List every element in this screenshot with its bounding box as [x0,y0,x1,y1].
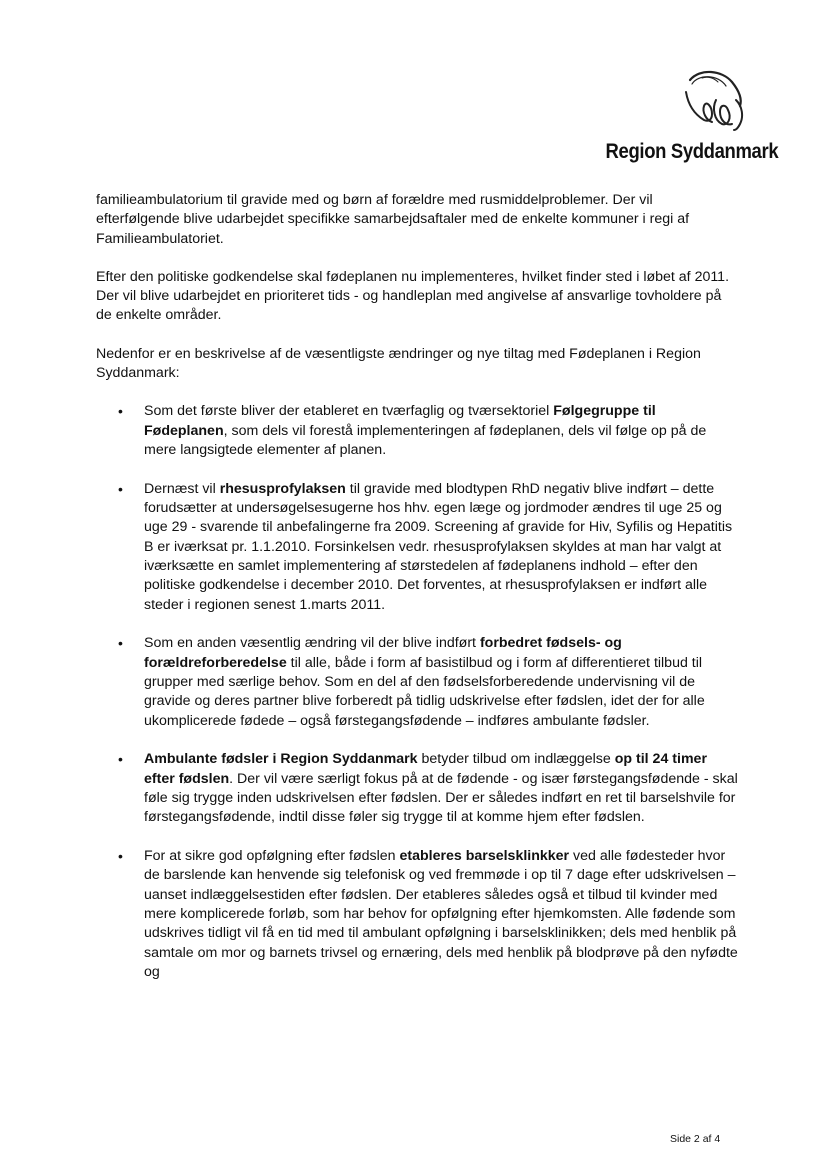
text-segment: , som dels vil forestå implementeringen af fødeplanen, dels vil følge op på de mere langsigtede elementer af planen. [144,422,707,458]
bullet-item [96,847,739,982]
bold-text: rhesusprofylaksen [219,480,346,497]
text-segment: Som en anden væsentlig ændring vil der blive indført [144,635,480,652]
text-segment: For at sikre god opfølgning efter fødslen [144,848,400,865]
bullet-text [144,403,706,458]
text-segment: betyder tilbud om indlæggelse [417,751,615,768]
bold-text: etableres barselsklinkker [399,848,570,865]
bullet-list [96,402,736,982]
bold-text: forbedret fødsels- og forældreforberedelse [144,635,622,671]
bullet-item [96,480,739,615]
bold-text: Ambulante fødsler i Region Syddanmark [144,751,418,768]
paragraph: familieambulatorium til gravide med og børn af forældre med rusmiddelproblemer. Der vil efterfølgende blive udarbejdet specifikke samarbejdsaftaler med de enkelte kommuner i regi af Familieambulatoriet. [96,192,690,247]
text-segment: til alle, både i form af basistilbud og i form af differentieret tilbud til grupper med særlige behov. Som en del af den fødselsforberedende undervisning vil de gravide og deres partner blive forberedt på tidlig udskrivelse efter fødslen, idet der for alle ukomplicerede fødede – også førstegangsfødende – indføres ambulante fødsler. [144,654,705,729]
text-segment: Som det første bliver der etableret en tværfaglig og tværsektoriel [144,403,554,420]
bullet-icon: • [118,635,123,652]
text-segment: til gravide med blodtypen RhD negativ blive indført – dette forudsætter at undersøgelsesugerne hos hhv. egen læge og jordmoder ændres til uge 25 og uge 29 - svarende til anbefalingerne fra 2009. Screening af gravide for Hiv, Syfilis og Hepatitis B er iværksat pr. 1.1.2010. Forsinkelsen vedr. rhesusprofylaksen skyldes at man har valgt at iværksætte en samlet implementering af størstedelen af fødeplanens indhold – efter den politiske godkendelse i december 2010. Det forventes, at rhesusprofylaksen er indført alle steder i regionen senest 1.marts 2011. [144,480,733,613]
bullet-text [144,635,705,728]
paragraph: Nedenfor er en beskrivelse af de væsentligste ændringer og nye tiltag med Fødeplanen i Region Syddanmark: [96,345,701,382]
region-syddanmark-logo [580,70,780,170]
bullet-item [96,750,739,827]
bullet-icon: • [118,480,123,497]
text-segment: Dernæst vil [144,480,220,497]
bullet-text [144,848,738,980]
logo-text: Region Syddanmark [605,140,778,163]
bullet-icon: • [118,848,123,865]
paragraph: Efter den politiske godkendelse skal fødeplanen nu implementeres, hvilket finder sted i løbet af 2011. Der vil blive udarbejdet en prioriteret tids - og handleplan med angivelse af ansvarlige tovholdere på de enkelte områder. [96,268,730,324]
bullet-icon: • [118,751,123,768]
bullet-item [96,402,739,460]
bullet-icon: • [118,403,123,420]
text-segment: ved alle fødesteder hvor de barslende kan henvende sig telefonisk og ved fremmøde i op til 7 dage efter udskrivelsen – uanset indlæggelsestiden efter fødslen. Der etableres således også et tilbud til kvinder med mere komplicerede forløb, som har behov for opfølgning efter hjemkomsten. Alle fødende som udskrives tidligt vil få en tid med til ambulant opfølgning i barselsklinikken; dels med henblik på samtale om mor og barnets trivsel og ernæring, dels med henblik på blodprøve på den nyfødte og [144,848,738,980]
bullet-item [96,634,739,730]
region-syddanmark-logo-icon [682,70,752,132]
page-number: Side 2 af 4 [670,1133,721,1145]
bullet-text [144,751,738,825]
document-body [96,191,736,1002]
bold-text: op til 24 timer efter fødslen [144,751,707,787]
bold-text: Følgegruppe til Fødeplanen [144,403,656,439]
bullet-text [144,481,732,613]
text-segment: . Der vil være særligt fokus på at de fødende - og især førstegangsfødende - skal føle sig trygge inden udskrivelsen efter fødslen. Der er således indført en ret til barselshvile for førstegangsfødende, indtil disse føler sig trygge til at komme hjem efter fødslen. [144,770,738,826]
